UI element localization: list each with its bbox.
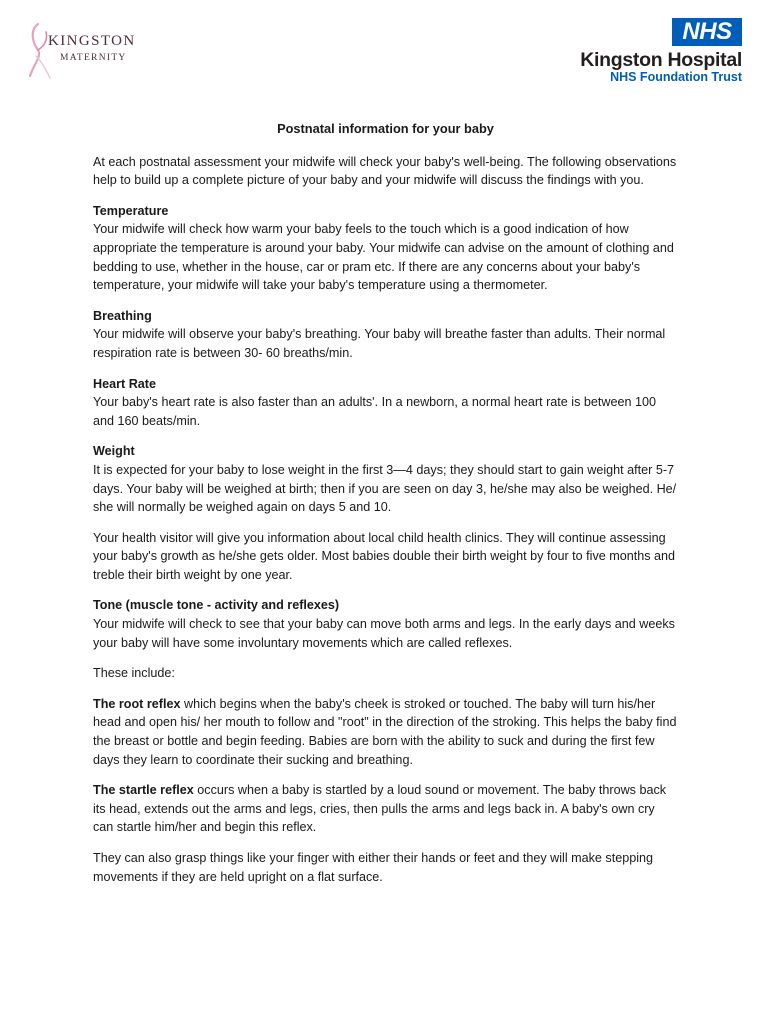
weight-section — [93, 442, 678, 516]
breathing-body: Your midwife will observe your baby's breathing. Your baby will breathe faster than adults. Their normal respiration rate is between 30- 60 breaths/min. — [93, 327, 666, 360]
heart-rate-heading: Heart Rate — [93, 376, 156, 391]
weight-body: It is expected for your baby to lose weight in the first 3—4 days; they should start to gain weight after 5-7 days. Your baby will be weighed at birth; then if you are seen on day 3, he/she may also be weighed. He/ she will normally be weighed again on days 5 and 10. — [93, 462, 677, 515]
startle-reflex-label: The startle reflex — [93, 783, 194, 798]
startle-reflex-paragraph — [93, 781, 678, 837]
startle-reflex-body: occurs when a baby is startled by a loud sound or movement. The baby throws back its head, extends out the arms and legs, cries, then pulls the arms and legs back in. A baby's own cry can startle him/her and begin this reflex. — [93, 783, 667, 835]
these-include-paragraph: These include: — [93, 666, 175, 681]
root-reflex-paragraph — [93, 695, 678, 769]
temperature-section — [93, 202, 678, 295]
kingston-logo-text: KINGSTON — [48, 33, 136, 49]
nhs-badge: NHS — [672, 18, 742, 46]
trust-name: NHS Foundation Trust — [610, 70, 742, 84]
root-reflex-label: The root reflex — [93, 696, 181, 711]
tone-body: Your midwife will check to see that your baby can move both arms and legs. In the early days and weeks your baby will have some involuntary movements which are called reflexes. — [93, 617, 675, 650]
temperature-heading: Temperature — [93, 203, 169, 218]
health-visitor-paragraph: Your health visitor will give you information about local child health clinics. They will continue assessing your baby's growth as he/she gets older. Most babies double their birth weight by four to five months and treble their birth weight by one year. — [93, 530, 676, 582]
tone-section — [93, 596, 678, 652]
grasp-paragraph: They can also grasp things like your finger with either their hands or feet and they will make stepping movements if they are held upright on a flat surface. — [93, 851, 654, 884]
breathing-section — [93, 307, 678, 363]
hospital-name: Kingston Hospital — [580, 49, 742, 71]
heart-rate-section — [93, 375, 678, 431]
kingston-maternity-logo — [24, 20, 174, 84]
nhs-kingston-hospital-logo — [562, 18, 742, 84]
intro-paragraph: At each postnatal assessment your midwife will check your baby's well-being. The following observations help to build up a complete picture of your baby and your midwife will discuss the findings with you. — [93, 154, 677, 188]
breathing-heading: Breathing — [93, 308, 152, 323]
document-title: Postnatal information for your baby — [277, 121, 494, 136]
heart-rate-body: Your baby's heart rate is also faster than an adults'. In a newborn, a normal heart rate is between 100 and 160 beats/min. — [93, 395, 657, 428]
maternity-ribbon-icon — [24, 20, 64, 82]
document-body — [93, 120, 678, 898]
maternity-logo-text: MATERNITY — [60, 53, 127, 63]
root-reflex-body: which begins when the baby's cheek is stroked or touched. The baby will turn his/her head and open his/ her mouth to follow and "root" in the direction of the stroking. This helps the baby find the breast or bottle and begin feeding. Babies are born with the ability to suck and during the first few days they learn to coordinate their sucking and breathing. — [93, 696, 677, 767]
weight-heading: Weight — [93, 444, 135, 459]
temperature-body: Your midwife will check how warm your baby feels to the touch which is a good indication of how appropriate the temperature is around your baby. Your midwife can advise on the amount of clothing and bedding to use, whether in the house, car or pram etc. If there are any concerns about your baby's temperature, your midwife will take your baby's temperature using a thermometer. — [93, 222, 674, 293]
tone-heading: Tone (muscle tone - activity and reflexes) — [93, 598, 340, 613]
